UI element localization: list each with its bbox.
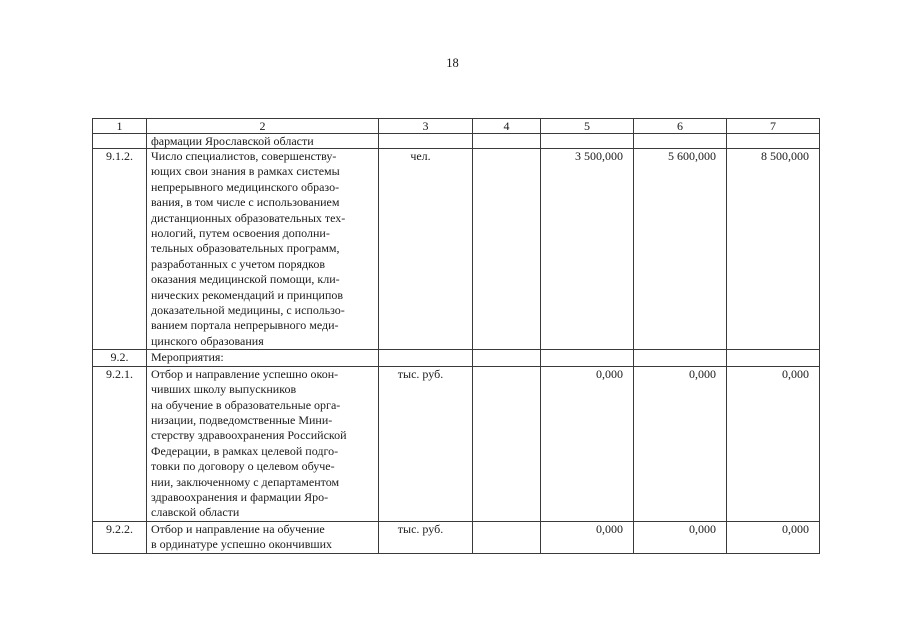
row-number-cell: 9.1.2. (93, 149, 147, 350)
unit-cell: тыс. руб. (379, 521, 473, 553)
value-cell: 0,000 (727, 521, 820, 553)
description-cell (147, 149, 379, 350)
value-cell (541, 134, 634, 149)
description-line: тельных образовательных программ, (151, 241, 340, 256)
header-cell: 3 (379, 119, 473, 134)
continuation-row (93, 134, 820, 149)
row-number-cell: 9.2. (93, 350, 147, 366)
description-line: здравоохранения и фармации Яро- (151, 489, 329, 504)
value-cell (727, 134, 820, 149)
description-line: оказания медицинской помощи, кли- (151, 272, 340, 287)
value-cell (473, 366, 541, 521)
header-cell: 2 (147, 119, 379, 134)
description-line: Мероприятия: (151, 350, 224, 365)
row-number-cell: 9.2.2. (93, 521, 147, 553)
description-cell (147, 521, 379, 553)
value-cell (473, 149, 541, 350)
description-line: низации, подведомственные Мини- (151, 412, 333, 427)
value-cell: 0,000 (634, 366, 727, 521)
description-line: Федерации, в рамках целевой подго- (151, 443, 339, 458)
header-cell: 4 (473, 119, 541, 134)
value-cell: 3 500,000 (541, 149, 634, 350)
value-cell: 0,000 (541, 366, 634, 521)
description-line: нии, заключенному с департаментом (151, 474, 340, 489)
unit-cell: тыс. руб. (379, 366, 473, 521)
description-line: ванием портала непрерывного меди- (151, 318, 339, 333)
description-line: доказательной медицины, с использо- (151, 303, 345, 318)
value-cell: 0,000 (727, 366, 820, 521)
value-cell (634, 350, 727, 366)
description-line: ющих свои знания в рамках системы (151, 164, 340, 179)
value-cell: 0,000 (634, 521, 727, 553)
description-line: чивших школу выпускников (151, 382, 297, 397)
value-cell: 5 600,000 (634, 149, 727, 350)
description-line: на обучение в образовательные орга- (151, 397, 341, 412)
header-cell: 7 (727, 119, 820, 134)
unit-cell: чел. (379, 149, 473, 350)
header-cell: 6 (634, 119, 727, 134)
unit-cell (379, 350, 473, 366)
description-cell (147, 350, 379, 366)
description-line: Отбор и направление успешно окон- (151, 366, 339, 381)
row-number-cell (93, 134, 147, 149)
table-row (93, 521, 820, 553)
section-row (93, 350, 820, 366)
description-line: нических рекомендаций и принципов (151, 287, 344, 302)
value-cell (634, 134, 727, 149)
table-row (93, 149, 820, 350)
value-cell (727, 350, 820, 366)
description-cell: фармации Ярославской области (147, 134, 379, 149)
description-line: дистанционных образовательных тех- (151, 210, 346, 225)
description-line: вания, в том числе с использованием (151, 195, 340, 210)
table-header-row (93, 119, 820, 134)
description-line: стерству здравоохранения Российской (151, 428, 347, 443)
unit-cell (379, 134, 473, 149)
header-cell: 1 (93, 119, 147, 134)
description-line: разработанных с учетом порядков (151, 256, 326, 271)
description-cell (147, 366, 379, 521)
table-row (93, 366, 820, 521)
value-cell: 8 500,000 (727, 149, 820, 350)
value-cell (541, 350, 634, 366)
value-cell (473, 350, 541, 366)
description-line: товки по договору о целевом обуче- (151, 459, 335, 474)
table-body (93, 149, 820, 554)
indicators-table (92, 118, 820, 554)
description-line: нологий, путем освоения дополни- (151, 226, 330, 241)
value-cell (473, 134, 541, 149)
value-cell (473, 521, 541, 553)
header-cell: 5 (541, 119, 634, 134)
page-number: 18 (446, 56, 459, 70)
row-number-cell: 9.2.1. (93, 366, 147, 521)
value-cell: 0,000 (541, 521, 634, 553)
description-line: Отбор и направление на обучение (151, 521, 325, 536)
description-line: в ординатуре успешно окончивших (151, 537, 333, 552)
description-line: цинского образования (151, 333, 264, 348)
description-line: славской области (151, 505, 240, 520)
description-line: непрерывного медицинского образо- (151, 179, 340, 194)
description-line: Число специалистов, совершенству- (151, 149, 337, 163)
